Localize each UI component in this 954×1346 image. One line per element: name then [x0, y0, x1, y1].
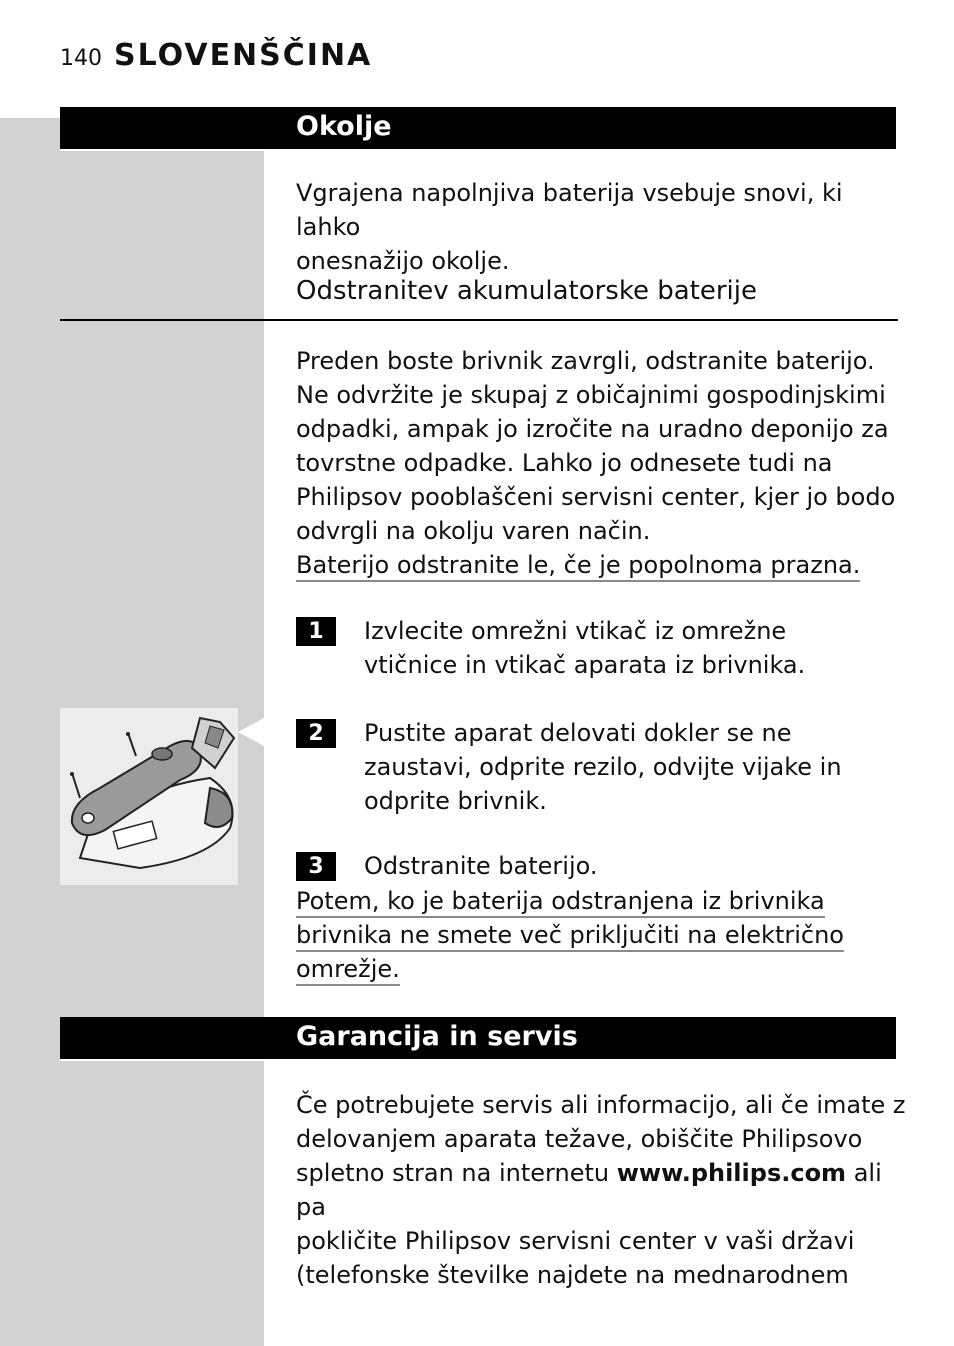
text-line: odpadki, ampak jo izročite na uradno deponijo za	[296, 415, 889, 443]
step-2	[296, 716, 844, 818]
battery-empty-note: Baterijo odstranite le, če je popolnoma prazna.	[296, 548, 896, 582]
step-number-badge: 1	[296, 617, 336, 646]
text-line: Vgrajena napolnjiva baterija vsebuje snovi, ki lahko	[296, 179, 843, 241]
text-line: onesnažijo okolje.	[296, 247, 510, 275]
after-removal-warning: Potem, ko je baterija odstranjena iz brivnika brivnika ne smete več priključiti na električno omrežje.	[296, 884, 896, 986]
step-number-badge: 2	[296, 719, 336, 748]
bar-divider	[60, 149, 896, 151]
section-title-bar-warranty	[60, 1017, 896, 1059]
section-title-bar-environment	[60, 107, 896, 149]
environment-intro	[296, 176, 896, 278]
text-line: spletno stran na internetu www.philips.com ali pa	[296, 1159, 882, 1221]
section-title: Okolje	[296, 111, 392, 142]
step-3	[296, 849, 844, 883]
text-line: tovrstne odpadke. Lahko jo odnesete tudi na	[296, 449, 833, 477]
disposal-paragraph	[296, 344, 896, 582]
text-line: odvrgli na okolju varen način.	[296, 517, 651, 545]
text-line: Philipsov pooblaščeni servisni center, kjer jo bodo	[296, 483, 896, 511]
section-title: Garancija in servis	[296, 1021, 578, 1052]
page-header	[60, 38, 372, 78]
text-line: pokličite Philipsov servisni center v vaši državi	[296, 1227, 855, 1255]
text-line: Preden boste brivnik zavrgli, odstranite baterijo.	[296, 347, 875, 375]
text-line: Ne odvržite je skupaj z običajnimi gospodinjskimi	[296, 381, 886, 409]
subheading-rule	[60, 319, 898, 321]
bar-divider	[60, 1059, 896, 1061]
step-text: Pustite aparat delovati dokler se ne zaustavi, odprite rezilo, odvijte vijake in odprite brivnik.	[364, 719, 842, 815]
shaver-battery-removal-illustration	[60, 708, 238, 885]
step-number-badge: 3	[296, 852, 336, 881]
subheading-battery-removal: Odstranitev akumulatorske baterije	[296, 276, 757, 306]
philips-website-link[interactable]: www.philips.com	[616, 1159, 847, 1187]
text-line: (telefonske številke najdete na mednarodnem	[296, 1261, 849, 1289]
step-1	[296, 614, 844, 682]
text-line: delovanjem aparata težave, obiščite Philipsovo	[296, 1125, 863, 1153]
step-text: Izvlecite omrežni vtikač iz omrežne vtičnice in vtikač aparata iz brivnika.	[364, 617, 806, 679]
warranty-paragraph	[296, 1088, 916, 1292]
figure-pointer	[238, 718, 264, 746]
shaver-illustration-icon	[60, 708, 238, 885]
page-language: SLOVENŠČINA	[114, 38, 373, 73]
page-number: 140	[60, 46, 102, 71]
text-line: Če potrebujete servis ali informacijo, ali če imate z	[296, 1091, 906, 1119]
step-text: Odstranite baterijo.	[364, 852, 598, 880]
